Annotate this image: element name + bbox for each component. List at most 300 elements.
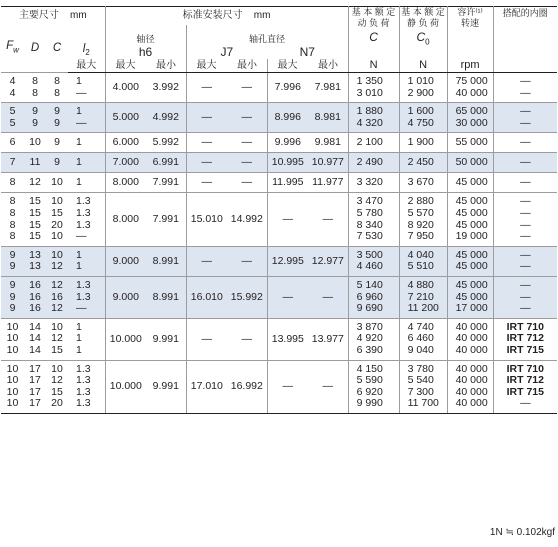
cell-n7-max: 13.995 <box>267 318 308 360</box>
speed-unit-header: rpm <box>447 59 493 73</box>
cell-shaft-max: 10.000 <box>105 360 146 413</box>
cell-line: 8 <box>9 206 16 219</box>
cell-j7-min: — <box>227 318 267 360</box>
cell-line: 7 950 <box>407 230 434 243</box>
cell-line: 16 <box>51 290 63 303</box>
cell-l2 <box>68 133 105 153</box>
cell-line: 17 <box>29 385 41 398</box>
cell-line: 6 390 <box>356 343 383 356</box>
cell-c <box>46 276 68 318</box>
cell-l2 <box>68 73 105 103</box>
cell-cr <box>348 73 399 103</box>
cell-line: 8 <box>32 86 38 99</box>
cell-j7-max: — <box>186 153 227 173</box>
cell-line: 14 <box>29 332 41 345</box>
cell-line: 15 <box>51 206 63 219</box>
table-row <box>1 133 557 153</box>
cell-line: 6 920 <box>356 385 383 398</box>
cell-line: 1 900 <box>407 136 434 149</box>
cell-line: 17 <box>29 397 41 410</box>
cell-line: 4 920 <box>356 332 383 345</box>
cell-line: 9 <box>9 290 16 303</box>
cell-j7-min: 14.992 <box>227 193 267 246</box>
cell-line: 9 690 <box>356 302 383 315</box>
cell-shaft-min: 7.991 <box>146 193 186 246</box>
cell-l2 <box>68 193 105 246</box>
cell-cr <box>348 318 399 360</box>
cell-fw <box>1 153 24 173</box>
cell-line: 4 150 <box>356 362 383 375</box>
cell-line: 12 <box>51 374 63 387</box>
cell-line: 7 210 <box>407 290 434 303</box>
cell-line: 40 000 <box>455 332 488 345</box>
cell-line: 30 000 <box>455 116 488 129</box>
cell-j7-max: — <box>186 173 227 193</box>
cell-d <box>24 276 46 318</box>
cell-line: 9 040 <box>407 343 434 356</box>
cell-line: 4 740 <box>407 320 434 333</box>
cell-line: 1.3 <box>76 397 91 410</box>
cell-d <box>24 318 46 360</box>
cell-line: 8 <box>9 195 16 208</box>
cell-rpm <box>447 133 493 153</box>
cell-fw <box>1 103 24 133</box>
table-row <box>1 193 557 246</box>
cell-line: 1 880 <box>356 105 383 118</box>
cell-c <box>46 318 68 360</box>
cell-l2 <box>68 318 105 360</box>
cell-line: — <box>520 116 531 129</box>
cell-n7-min: 7.981 <box>308 73 348 103</box>
cell-j7-min: — <box>227 103 267 133</box>
cell-line: 7 <box>9 156 16 169</box>
cell-l2 <box>68 173 105 193</box>
cell-line: 1 600 <box>407 105 434 118</box>
cell-l2 <box>68 360 105 413</box>
cell-n7-max: — <box>267 193 308 246</box>
cell-line: 1.3 <box>76 385 91 398</box>
cell-line: 11 200 <box>407 302 439 315</box>
cell-line: 8 <box>9 230 16 243</box>
cell-ring <box>493 73 557 103</box>
cell-shaft-min: 9.991 <box>146 360 186 413</box>
cell-fw <box>1 193 24 246</box>
cell-line: 4 460 <box>356 260 383 273</box>
cell-line: IRT 710 <box>506 362 544 375</box>
cell-ring <box>493 246 557 276</box>
cell-line: — <box>520 195 531 208</box>
cell-line: 16 <box>29 290 41 303</box>
cell-line: 12 <box>51 278 63 291</box>
cell-n7-max: 11.995 <box>267 173 308 193</box>
cell-line: 40 000 <box>455 362 488 375</box>
cell-line: 55 000 <box>455 136 488 149</box>
cell-d <box>24 103 46 133</box>
cell-n7-min: 13.977 <box>308 318 348 360</box>
cell-line: 3 780 <box>407 362 434 375</box>
cell-line: 15 <box>29 206 41 219</box>
cell-line: 17 000 <box>455 302 488 315</box>
cell-c <box>46 193 68 246</box>
cell-line: 1 <box>76 332 82 345</box>
cell-line: 2 880 <box>407 195 434 208</box>
cell-n7-max: — <box>267 276 308 318</box>
hole-dia-header: 轴孔直径 J7 N7 <box>186 25 348 59</box>
cell-line: 5 140 <box>356 278 383 291</box>
cell-c0r <box>399 246 447 276</box>
cell-d <box>24 360 46 413</box>
cell-line: — <box>520 248 531 261</box>
cell-c <box>46 153 68 173</box>
cell-line: 40 000 <box>455 320 488 333</box>
cell-line: 14 <box>29 343 41 356</box>
cell-line: 9 <box>32 105 38 118</box>
cell-line: 10 <box>6 397 19 410</box>
col-l2-header: $l_2$ <box>82 42 90 57</box>
cell-line: 8 920 <box>407 218 434 231</box>
cell-line: — <box>520 75 531 87</box>
cell-line: 75 000 <box>455 75 488 87</box>
cell-line: 2 490 <box>356 156 383 169</box>
cell-fw <box>1 318 24 360</box>
cell-line: 19 000 <box>455 230 488 243</box>
cell-line: 4 <box>9 86 16 99</box>
cell-line: — <box>520 230 531 243</box>
cell-rpm <box>447 276 493 318</box>
cell-line: 17 <box>29 362 41 375</box>
cell-line: 10 <box>6 385 19 398</box>
cell-shaft-max: 6.000 <box>105 133 146 153</box>
cell-line: 11 700 <box>407 397 439 410</box>
cell-line: 12 <box>51 302 63 315</box>
cell-line: 5 570 <box>407 206 434 219</box>
cell-line: 8 340 <box>356 218 383 231</box>
cell-line: 9 <box>54 116 60 129</box>
cell-c0r <box>399 360 447 413</box>
cell-line: 10 <box>51 320 63 333</box>
stat-unit-header: N <box>399 59 447 73</box>
spec-table <box>1 6 557 414</box>
cell-line: 40 000 <box>455 385 488 398</box>
cell-line: 17 <box>29 374 41 387</box>
cell-line: 9 <box>54 105 60 118</box>
cell-j7-max: — <box>186 318 227 360</box>
cell-ring <box>493 103 557 133</box>
cell-line: 4 040 <box>407 248 434 261</box>
cell-line: 1.3 <box>76 195 91 208</box>
cell-fw <box>1 73 24 103</box>
cell-line: 10 <box>6 374 19 387</box>
cell-n7-min: — <box>308 193 348 246</box>
cell-c <box>46 133 68 153</box>
cell-line: 9 <box>9 278 16 291</box>
cell-line: 15 <box>51 385 63 398</box>
cell-line: 1.3 <box>76 374 91 387</box>
dyn-unit-header: N <box>348 59 399 73</box>
cell-line: 20 <box>51 218 63 231</box>
cell-line: 9 <box>9 260 16 273</box>
cell-line: 13 <box>29 260 41 273</box>
cell-c0r <box>399 193 447 246</box>
cell-line: 45 000 <box>455 218 488 231</box>
table-row <box>1 360 557 413</box>
cell-line: 50 000 <box>455 156 488 169</box>
cell-d <box>24 193 46 246</box>
cell-j7-max: — <box>186 73 227 103</box>
cell-line: 13 <box>29 248 41 261</box>
cell-c0r <box>399 276 447 318</box>
cell-l2 <box>68 246 105 276</box>
cell-n7-min: 9.981 <box>308 133 348 153</box>
cell-line: 10 <box>6 320 19 333</box>
cell-c0r <box>399 173 447 193</box>
cell-line: 12 <box>51 260 63 273</box>
cell-line: 2 900 <box>407 86 434 99</box>
cell-rpm <box>447 73 493 103</box>
cell-rpm <box>447 246 493 276</box>
cell-line: 14 <box>29 320 41 333</box>
cell-shaft-max: 8.000 <box>105 193 146 246</box>
cell-c <box>46 73 68 103</box>
cell-n7-min: — <box>308 360 348 413</box>
cell-line: 10 <box>51 195 63 208</box>
cell-fw <box>1 276 24 318</box>
cell-rpm <box>447 360 493 413</box>
cell-line: 16 <box>29 278 41 291</box>
cell-line: 3 010 <box>356 86 383 99</box>
cell-fw <box>1 246 24 276</box>
cell-shaft-max: 5.000 <box>105 103 146 133</box>
cell-line: 3 870 <box>356 320 383 333</box>
cell-j7-max: — <box>186 246 227 276</box>
cell-ring <box>493 133 557 153</box>
cell-c0r <box>399 73 447 103</box>
cell-line: — <box>76 86 87 99</box>
cell-cr <box>348 193 399 246</box>
table-body <box>1 73 557 414</box>
cell-j7-min: — <box>227 73 267 103</box>
cell-line: 3 670 <box>407 176 434 189</box>
cell-line: 5 590 <box>356 374 383 387</box>
table-row <box>1 318 557 360</box>
cell-line: 4 880 <box>407 278 434 291</box>
cell-shaft-min: 4.992 <box>146 103 186 133</box>
table-row <box>1 276 557 318</box>
cell-line: 1 <box>76 156 82 169</box>
cell-line: 8 <box>9 218 16 231</box>
cell-line: 45 000 <box>455 176 488 189</box>
cell-line: — <box>520 176 531 189</box>
cell-n7-min: 11.977 <box>308 173 348 193</box>
cell-ring <box>493 276 557 318</box>
table-row <box>1 73 557 103</box>
cell-line: 9 <box>9 302 16 315</box>
cell-line: 10 <box>6 343 19 356</box>
cell-line: 5 540 <box>407 374 434 387</box>
cell-line: 5 780 <box>356 206 383 219</box>
cell-c <box>46 173 68 193</box>
cell-j7-max: — <box>186 133 227 153</box>
cell-j7-max: 17.010 <box>186 360 227 413</box>
cell-line: 15 <box>29 230 41 243</box>
cell-j7-min: — <box>227 246 267 276</box>
cell-line: 40 000 <box>455 374 488 387</box>
cell-line: 7 530 <box>356 230 383 243</box>
cell-line: IRT 712 <box>506 332 544 345</box>
cell-line: — <box>76 230 87 243</box>
cell-line: 1 <box>76 136 82 149</box>
cell-line: 2 450 <box>407 156 434 169</box>
cell-shaft-max: 8.000 <box>105 173 146 193</box>
cell-line: 11 <box>29 156 41 169</box>
cell-line: 4 750 <box>407 116 434 129</box>
install-dims-header: 标准安装尺寸 mm <box>105 7 348 25</box>
cell-c0r <box>399 318 447 360</box>
cell-line: 9 <box>54 156 60 169</box>
shaft-max-header: 最大 <box>105 59 146 73</box>
cell-n7-max: 9.996 <box>267 133 308 153</box>
cell-line: 45 000 <box>455 278 488 291</box>
cell-line: — <box>520 290 531 303</box>
cell-shaft-max: 4.000 <box>105 73 146 103</box>
stat-load-header: 基 本 额 定 静 负 荷 $C_0$ <box>399 7 447 59</box>
cell-line: — <box>76 116 87 129</box>
cell-line: — <box>520 136 531 149</box>
cell-j7-min: — <box>227 153 267 173</box>
cell-line: 12 <box>29 176 41 189</box>
cell-c0r <box>399 133 447 153</box>
table-row <box>1 153 557 173</box>
cell-line: 1.3 <box>76 218 91 231</box>
cell-line: 45 000 <box>455 290 488 303</box>
cell-n7-min: 10.977 <box>308 153 348 173</box>
cell-j7-min: — <box>227 133 267 153</box>
cell-line: 45 000 <box>455 206 488 219</box>
cell-line: 20 <box>51 397 63 410</box>
cell-line: 10 <box>51 248 63 261</box>
cell-line: — <box>520 302 531 315</box>
cell-d <box>24 246 46 276</box>
cell-shaft-min: 3.992 <box>146 73 186 103</box>
dyn-load-header: 基 本 额 定 动 负 荷 C <box>348 7 399 59</box>
cell-n7-min: — <box>308 276 348 318</box>
cell-shaft-min: 7.991 <box>146 173 186 193</box>
cell-line: 6 <box>9 136 16 149</box>
inner-ring-header: 搭配的内圈 <box>493 7 557 59</box>
cell-line: 9 <box>9 248 16 261</box>
cell-line: 10 <box>51 176 63 189</box>
col-fw-header: $F_w$ <box>6 40 19 55</box>
cell-cr <box>348 153 399 173</box>
cell-line: IRT 715 <box>506 343 544 356</box>
cell-shaft-min: 8.991 <box>146 276 186 318</box>
cell-rpm <box>447 193 493 246</box>
cell-cr <box>348 246 399 276</box>
col-c-header: C <box>52 41 62 54</box>
cell-j7-min: 16.992 <box>227 360 267 413</box>
cell-j7-max: 15.010 <box>186 193 227 246</box>
cell-line: IRT 715 <box>506 385 544 398</box>
cell-line: 10 <box>51 230 63 243</box>
j7-min-header: 最小 <box>227 59 267 73</box>
speed-header: 容许⁽¹⁾ 转速 <box>447 7 493 59</box>
cell-line: 9 990 <box>356 397 383 410</box>
cell-ring <box>493 153 557 173</box>
cell-line: 9 <box>54 136 60 149</box>
cell-line: 3 500 <box>356 248 383 261</box>
table-row <box>1 103 557 133</box>
cell-d <box>24 73 46 103</box>
cell-line: 5 <box>9 105 16 118</box>
cell-line: 1 010 <box>407 75 434 87</box>
cell-line: — <box>520 397 531 410</box>
cell-rpm <box>447 173 493 193</box>
cell-n7-min: 12.977 <box>308 246 348 276</box>
cell-line: 40 000 <box>455 397 488 410</box>
cell-cr <box>348 360 399 413</box>
cell-j7-max: — <box>186 103 227 133</box>
cell-line: 15 <box>51 343 63 356</box>
cell-n7-max: 10.995 <box>267 153 308 173</box>
cell-line: IRT 712 <box>506 374 544 387</box>
cell-line: 5 510 <box>407 260 434 273</box>
cell-line: 1.3 <box>76 206 91 219</box>
cell-j7-min: 15.992 <box>227 276 267 318</box>
main-dims-header: 主要尺寸 mm <box>18 10 87 22</box>
cell-n7-max: — <box>267 360 308 413</box>
cell-fw <box>1 360 24 413</box>
table-header <box>1 7 557 73</box>
cell-shaft-min: 6.991 <box>146 153 186 173</box>
cell-line: — <box>76 302 87 315</box>
cell-fw <box>1 173 24 193</box>
cell-l2 <box>68 153 105 173</box>
cell-c <box>46 246 68 276</box>
cell-line: IRT 710 <box>506 320 544 333</box>
cell-line: — <box>520 105 531 118</box>
cell-ring <box>493 193 557 246</box>
cell-cr <box>348 133 399 153</box>
cell-line: 10 <box>6 332 19 345</box>
cell-shaft-min: 8.991 <box>146 246 186 276</box>
cell-l2 <box>68 276 105 318</box>
col-l2-max-header: 最大 <box>68 59 105 73</box>
cell-line: 15 <box>29 195 41 208</box>
cell-line: 45 000 <box>455 195 488 208</box>
n7-min-header: 最小 <box>308 59 348 73</box>
cell-line: 8 <box>54 86 60 99</box>
ring-unit-header <box>493 59 557 73</box>
cell-line: 65 000 <box>455 105 488 118</box>
cell-ring <box>493 173 557 193</box>
cell-line: — <box>520 260 531 273</box>
cell-line: 10 <box>51 362 63 375</box>
col-d-header: D <box>30 41 40 54</box>
cell-j7-max: 16.010 <box>186 276 227 318</box>
cell-d <box>24 173 46 193</box>
cell-ring <box>493 360 557 413</box>
cell-cr <box>348 276 399 318</box>
cell-n7-max: 12.995 <box>267 246 308 276</box>
table-row <box>1 173 557 193</box>
n7-max-header: 最大 <box>267 59 308 73</box>
cell-line: 15 <box>29 218 41 231</box>
cell-line: 10 <box>6 362 19 375</box>
cell-line: 1.3 <box>76 290 91 303</box>
cell-line: 40 000 <box>455 86 488 99</box>
shaft-min-header: 最小 <box>146 59 186 73</box>
cell-shaft-max: 9.000 <box>105 276 146 318</box>
